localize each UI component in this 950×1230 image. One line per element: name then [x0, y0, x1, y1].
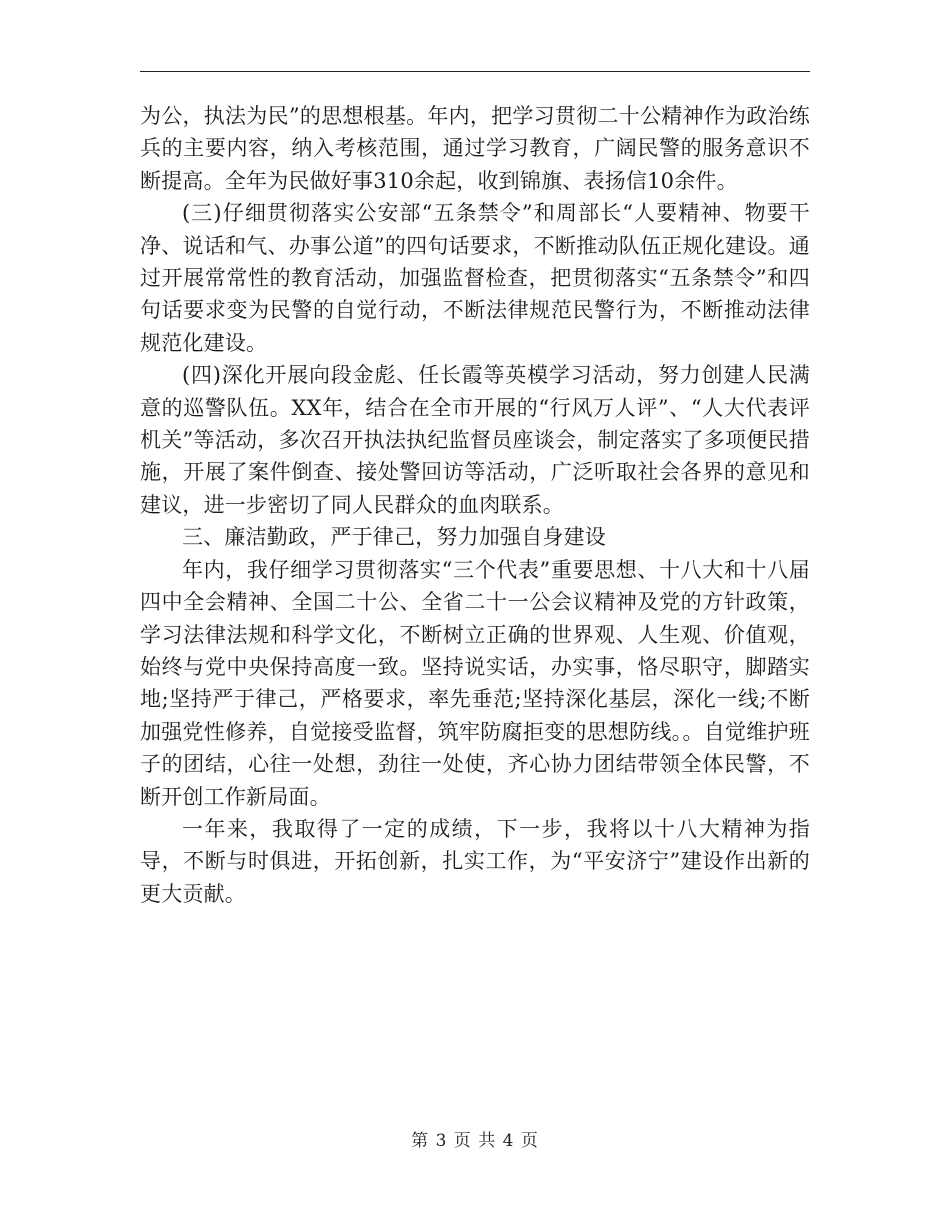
paragraph-self-discipline: 年内，我仔细学习贯彻落实“三个代表”重要思想、十八大和十八届四中全会精神、全国二十公、全省二十一公会议精神及党的方针政策，学习法律法规和科学文化，不断树立正确的世界观、人生观、价值观，始终与党中央保持高度一致。坚持说实话，办实事，恪尽职守，脚踏实地;坚持严于律己，严格要求，率先垂范;坚持深化基层，深化一线;不断加强党性修养，自觉接受监督，筑牢防腐拒变的思想防线。。自觉维护班子的团结，心往一处想，劲往一处使，齐心协力团结带领全体民警，不断开创工作新局面。 — [140, 557, 810, 809]
section-heading: 三、廉洁勤政，严于律己，努力加强自身建设 — [182, 525, 606, 550]
paragraph-section-4: (四)深化开展向段金彪、任长霞等英模学习活动，努力创建人民满意的巡警队伍。XX年，结合在全市开展的“行风万人评”、“人大代表评机关”等活动，多次召开执法执纪监督员座谈会，制定落实了多项便民措施，开展了案件倒查、接处警回访等活动，广泛听取社会各界的意见和建议，进一步密切了同人民群众的血肉联系。 — [140, 363, 810, 517]
page-number-footer: 第 3 页 共 4 页 — [411, 1131, 539, 1151]
paragraph-continuation: 为公，执法为民”的思想根基。年内，把学习贯彻二十公精神作为政治练兵的主要内容，纳入考核范围，通过学习教育，广阔民警的服务意识不断提高。全年为民做好事310余起，收到锦旗、表扬信10余件。 — [140, 104, 810, 193]
document-body — [140, 100, 810, 910]
paragraph-section-3: (三)仔细贯彻落实公安部“五条禁令”和周部长“人要精神、物要干净、说话和气、办事公道”的四句话要求，不断推动队伍正规化建设。通过开展常常性的教育活动，加强监督检查，把贯彻落实“五条禁令”和四句话要求变为民警的自觉行动，不断法律规范民警行为，不断推动法律规范化建设。 — [140, 201, 810, 355]
header-rule — [140, 71, 810, 72]
paragraph-conclusion: 一年来，我取得了一定的成绩，下一步，我将以十八大精神为指导，不断与时俱进，开拓创新，扎实工作，为“平安济宁”建设作出新的更大贡献。 — [140, 816, 810, 906]
